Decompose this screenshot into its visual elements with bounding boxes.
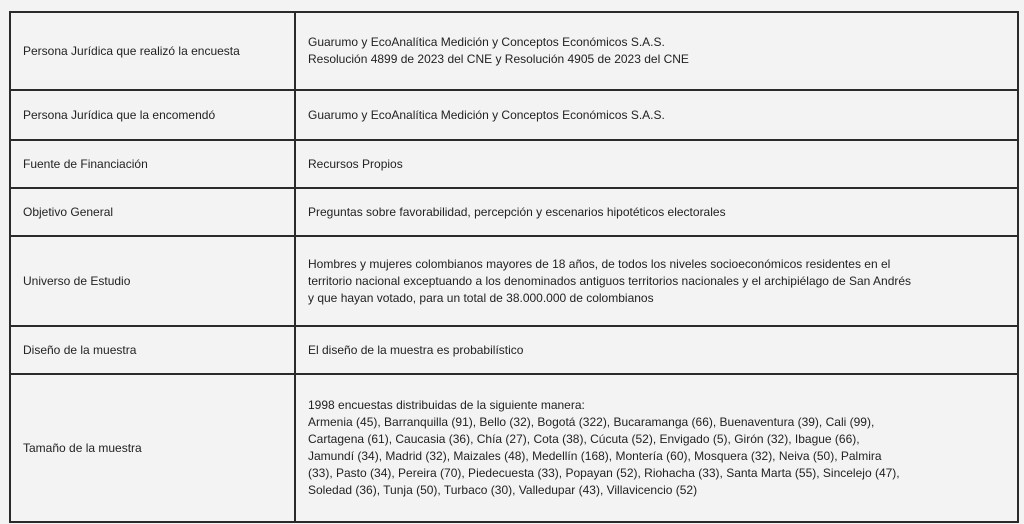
row-value-line: Jamundí (34), Madrid (32), Maizales (48), Medellín (168), Montería (60), Mosquera (32), Neiva (50), Palmira xyxy=(308,449,882,463)
row-label-text: Diseño de la muestra xyxy=(23,342,137,357)
row-value-line: Armenia (45), Barranquilla (91), Bello (32), Bogotá (322), Bucaramanga (66), Buenaventura (39), Cali (99), xyxy=(308,415,875,429)
row-label-text: Universo de Estudio xyxy=(23,273,131,288)
table-row-persona-juridica-encomendo xyxy=(10,90,1018,140)
table-row-universo-estudio xyxy=(10,236,1018,326)
row-value-line: (33), Pasto (34), Pereira (70), Piedecuesta (33), Popayan (52), Riohacha (33), Santa Marta (55), Sincelejo (47), xyxy=(308,466,900,480)
table-row-diseno-muestra xyxy=(10,326,1018,374)
row-label xyxy=(10,236,295,326)
row-label-text: Tamaño de la muestra xyxy=(23,440,142,455)
row-value-line: y que hayan votado, para un total de 38.000.000 de colombianos xyxy=(308,290,654,305)
table-row-tamano-muestra xyxy=(10,374,1018,522)
row-value xyxy=(295,326,1018,374)
row-label xyxy=(10,90,295,140)
table-row-fuente-financiacion xyxy=(10,140,1018,188)
row-value xyxy=(295,140,1018,188)
row-value-line: Resolución 4899 de 2023 del CNE y Resolución 4905 de 2023 del CNE xyxy=(308,52,689,66)
row-label xyxy=(10,140,295,188)
row-label xyxy=(10,188,295,236)
row-label-text: Objetivo General xyxy=(23,204,114,219)
row-value-line: Recursos Propios xyxy=(308,156,403,171)
table-row-objetivo-general xyxy=(10,188,1018,236)
row-label-text: Persona Jurídica que la encomendó xyxy=(23,107,216,122)
row-label xyxy=(10,374,295,522)
row-value xyxy=(295,236,1018,326)
row-value-line: Cartagena (61), Caucasia (36), Chía (27), Cota (38), Cúcuta (52), Envigado (5), Girón (32), Ibague (66), xyxy=(308,432,860,446)
row-label-text: Fuente de Financiación xyxy=(23,156,148,171)
row-value xyxy=(295,12,1018,90)
row-label xyxy=(10,12,295,90)
row-value-line: territorio nacional exceptuando a los denominados antiguos territorios nacionales y el archipiélago de San Andrés xyxy=(308,273,912,288)
table-row-persona-juridica-realizo xyxy=(10,12,1018,90)
row-value-line: 1998 encuestas distribuidas de la siguiente manera: xyxy=(308,398,585,412)
row-label xyxy=(10,326,295,374)
row-value xyxy=(295,90,1018,140)
survey-technical-sheet-table xyxy=(9,11,1019,523)
row-value xyxy=(295,374,1018,522)
row-value-line: Soledad (36), Tunja (50), Turbaco (30), Valledupar (43), Villavicencio (52) xyxy=(308,483,698,497)
row-label-text: Persona Jurídica que realizó la encuesta xyxy=(23,43,240,58)
row-value-line: Preguntas sobre favorabilidad, percepción y escenarios hipotéticos electorales xyxy=(308,204,726,219)
row-value xyxy=(295,188,1018,236)
row-value-line: Hombres y mujeres colombianos mayores de 18 años, de todos los niveles socioeconómicos residentes en el xyxy=(308,256,891,271)
row-value-line: Guarumo y EcoAnalítica Medición y Conceptos Económicos S.A.S. xyxy=(308,107,665,122)
row-value-line: Guarumo y EcoAnalítica Medición y Conceptos Económicos S.A.S. xyxy=(308,35,665,49)
row-value-line: El diseño de la muestra es probabilístico xyxy=(308,342,524,357)
